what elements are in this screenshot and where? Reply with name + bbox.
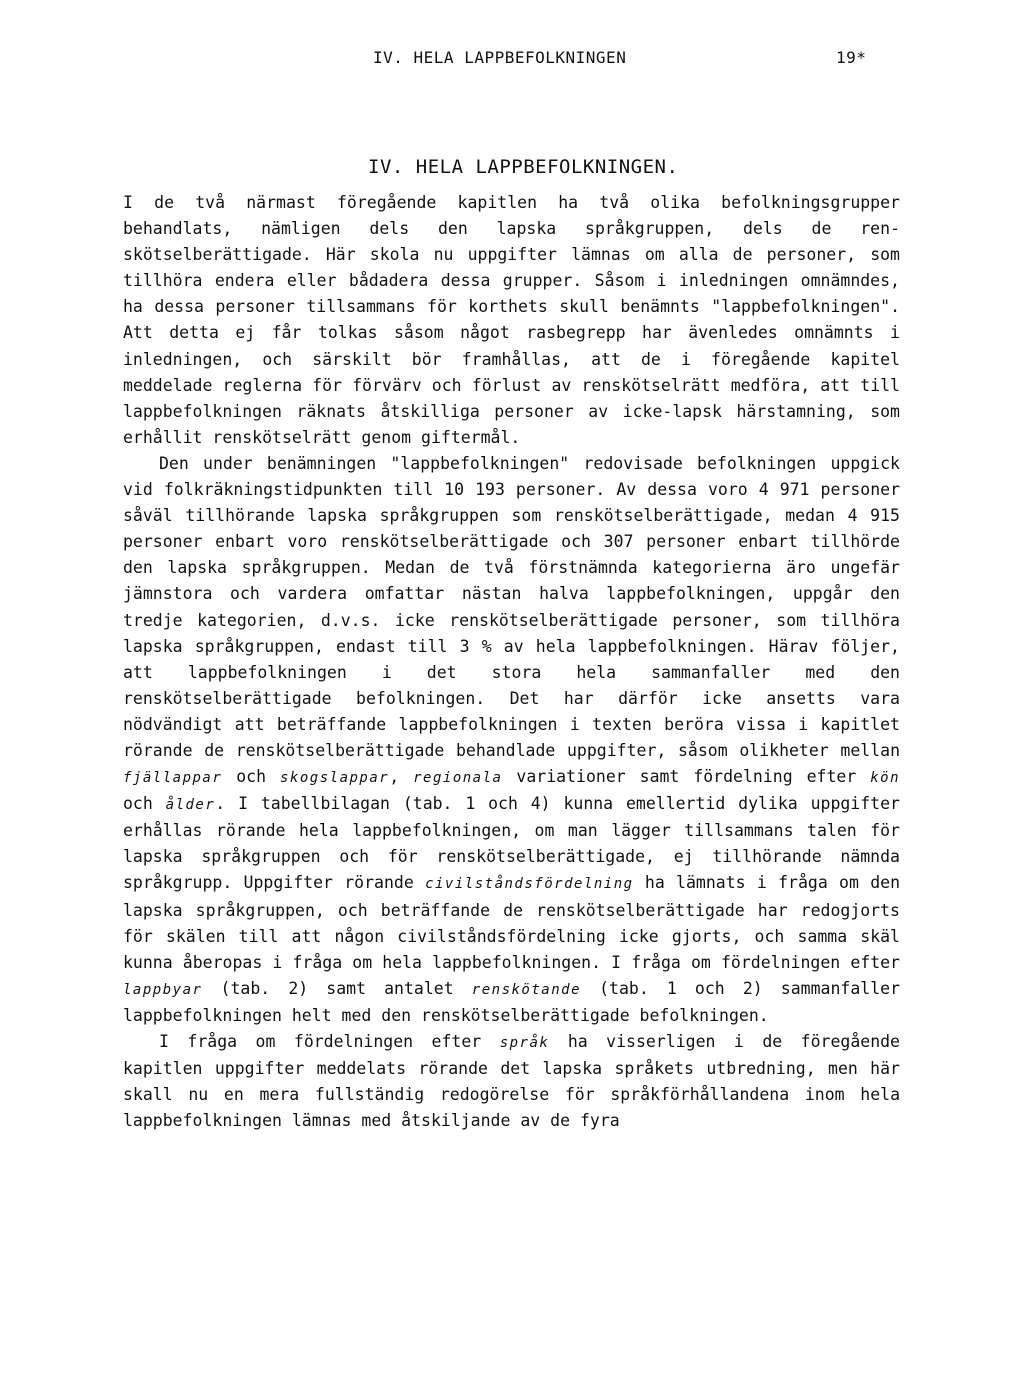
paragraph — [123, 451, 900, 1029]
running-head-title: IV. HELA LAPPBEFOLKNINGEN — [373, 48, 627, 67]
emphasized-term: fjällappar — [123, 770, 223, 787]
page-number: 19* — [836, 48, 867, 67]
text-run: ha lämnats i fråga om den lapska språkgruppen, och beträffande de renskötselberättigade har redogjorts för skälen till att någon civilståndsfördelning icke gjorts, och samma skäl kunna åberopas i fråga om hela lappbefolkningen. I fråga om fördelningen efter — [123, 873, 900, 972]
emphasized-term: regionala — [413, 770, 503, 787]
text-run: och — [222, 767, 280, 787]
text-run: Den under benämningen "lappbefolkningen" redovisade befolkningen uppgick vid folkräkningstidpunkten till 10 193 personer. Av dessa voro 4 971 personer såväl tillhörande lapska språkgruppen som renskötselberättigade, medan 4 915 personer enbart voro renskötselberättigade och 307 personer enbart tillhörde den lapska språkgruppen. Medan de två förstnämnda kategorierna äro ungefär jämnstora och vardera omfattar nästan halva lappbefolkningen, uppgår den tredje kategorien, d.v.s. icke renskötselberättigade personer, som tillhöra lapska språkgruppen, endast till 3 % av hela lappbefolkningen. Härav följer, att lappbefolkningen i det stora hela sammanfaller med den renskötselberättigade befolkningen. Det har därför icke ansetts vara nödvändigt att beträffande lappbefolkningen i texten beröra vissa i kapitlet rörande de renskötselberättigade behandlade uppgifter, såsom olikheter mellan — [123, 453, 900, 760]
emphasized-term: skogslappar — [280, 770, 390, 787]
body-text — [123, 190, 900, 1134]
emphasized-term: kön — [870, 770, 901, 787]
emphasized-term: ålder — [165, 797, 216, 814]
text-run: (tab. 1 och 2) sammanfaller lappbefolkningen helt med den renskötselberättigade befolkningen. — [123, 978, 900, 1025]
text-run: , — [389, 767, 414, 787]
text-run: ha visserligen i de föregående kapitlen uppgifter meddelats rörande det lapska språkets utbredning, men här skall nu en mera fullständig redogörelse för språkförhållandena inom hela lappbefolkningen lämnas med åtskiljande av de fyra — [123, 1032, 900, 1131]
emphasized-term: språk — [499, 1035, 550, 1051]
emphasized-term: lappbyar — [123, 981, 203, 998]
text-run: I de två närmast föregående kapitlen ha två olika befolkningsgrupper behandlats, nämligen dels den lapska språkgruppen, dels de renskötselberättigade. Här skola nu uppgifter lämnas om alla de personer, som tillhöra endera eller bådadera dessa grupper. Såsom i inledningen omnämndes, ha dessa personer tillsammans för korthets skull benämnts "lappbefolkningen". Att detta ej får tolkas såsom något rasbegrepp har ävenledes omnämnts i inledningen, och särskilt bör framhållas, att de i föregående kapitel meddelade reglerna för förvärv och förlust av renskötselrätt medföra, att till lappbefolkningen räknats åtskilliga personer av icke-lapsk härstamning, som erhållit renskötselrätt genom giftermål. — [123, 193, 900, 447]
text-run: och — [123, 794, 166, 814]
paragraph — [123, 1029, 900, 1134]
emphasized-term: renskötande — [471, 981, 581, 998]
text-run: . I tabellbilagan (tab. 1 och 4) kunna emellertid dylika uppgifter erhållas rörande hela lappbefolkningen, om man lägger tillsammans talen för lapska språkgruppen och för renskötselberättigade, ej tillhörande nämnda språkgrupp. Uppgifter rörande — [123, 794, 900, 893]
chapter-title: IV. HELA LAPPBEFOLKNINGEN. — [368, 156, 679, 178]
text-run: I fråga om fördelningen efter — [159, 1032, 500, 1051]
paragraph — [123, 190, 900, 451]
text-run: variationer samt fördelning efter — [502, 767, 871, 787]
text-run: (tab. 2) samt antalet — [202, 978, 472, 998]
running-head — [0, 44, 1024, 70]
emphasized-term: civilståndsfördelning — [425, 876, 634, 893]
